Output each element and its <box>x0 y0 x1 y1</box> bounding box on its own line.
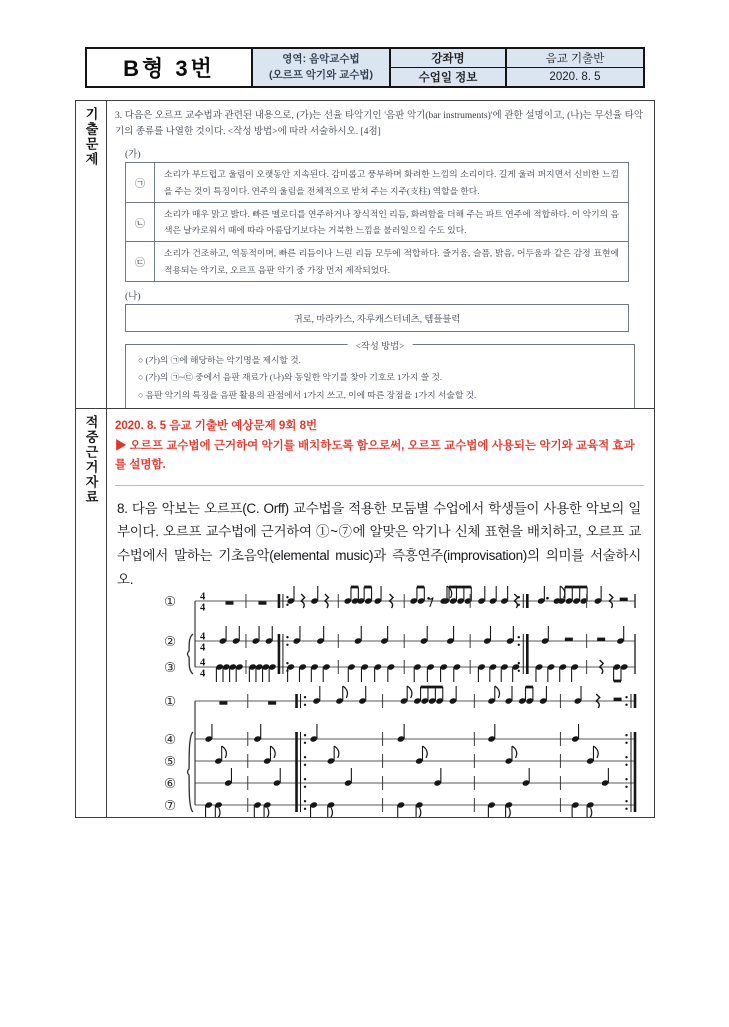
evidence-row-label <box>76 409 107 817</box>
evidence-reference: 2020. 8. 5 음교 기출반 예상문제 9회 8번 <box>115 420 318 432</box>
method-item: ○ (가)의 ㉠~㉢ 중에서 음판 재료가 (나)와 동일한 악기를 찾아 기호로 1가지 쓸 것. <box>138 372 443 383</box>
music-score-system-2 <box>159 685 643 817</box>
na-section-label: (나) <box>125 291 141 302</box>
svg-text:③: ③ <box>164 659 177 676</box>
evidence-summary: ▶ 오르프 교수법에 근거하여 악기를 배치하도록 함으로써, 오르프 교수법에 사용되는 악기와 교육적 효과를 설명함. <box>115 439 635 472</box>
question-8-text: 8. 다음 악보는 오르프(C. Orff) 교수법을 적용한 모둠별 수업에서 학생들이 사용한 악보의 일부이다. 오르프 교수법에 근거하여 ①~⑦에 알맞은 악기나 신체 표현을 배치하고, 오르프 교수법에서 말하는 기초음악(elemental music)과 즉흥연주(improvisation)의 의미를 서술하시오. <box>117 500 641 587</box>
main-table <box>75 100 655 818</box>
question-3-text: 3. 다음은 오르프 교수법과 관련된 내용으로, (가)는 선율 타악기인 '음판 악기(bar instruments)'에 관한 설명이고, (나)는 무선율 타악기의 종류를 나열한 것이다. <작성 방법>에 따라 서술하시오. [4점] <box>115 111 643 138</box>
svg-text:②: ② <box>164 633 177 650</box>
svg-text:①: ① <box>164 693 177 710</box>
lesson-date-value: 2020. 8. 5 <box>549 70 601 83</box>
evidence-content <box>107 409 654 817</box>
ga-description-table <box>125 162 629 282</box>
ga-row-text: 소리가 매우 맑고 밝다. 빠른 멜로디를 연주하거나 장식적인 리듬, 화려함을 더해 주는 파트 연주에 적합하다. 이 악기의 음색은 날카로워서 때에 따라 아름답기보다는 거북한 느낌을 불러일으킬 수도 있다. <box>155 202 629 242</box>
header-table <box>85 47 645 88</box>
music-score-system-1 <box>159 581 643 690</box>
evidence-label-text: 적중근거자료 <box>83 415 99 505</box>
svg-text:④: ④ <box>164 731 177 748</box>
course-name-label: 강좌명 <box>391 49 507 68</box>
evidence-row <box>76 409 654 817</box>
past-question-row <box>76 101 654 409</box>
ga-row-mark: ㉡ <box>126 202 155 242</box>
ga-section-label: (가) <box>125 150 141 161</box>
course-name-value: 음교 기출반 <box>507 49 643 68</box>
ga-table-row <box>126 202 629 242</box>
ga-row-mark: ㉠ <box>126 163 155 203</box>
svg-text:①: ① <box>164 593 177 610</box>
past-question-content <box>107 101 654 408</box>
svg-text:⑤: ⑤ <box>164 753 177 770</box>
ga-row-text: 소리가 부드럽고 울림이 오랫동안 지속된다. 감미롭고 풍부하며 화려한 느낌의 소리이다. 길게 울려 퍼지면서 신비한 느낌을 주는 것이 특징이다. 연주의 울림을 전체적으로 받쳐 주는 지주(支柱) 역할을 한다. <box>155 163 629 203</box>
evidence-annotation <box>115 417 644 486</box>
past-question-row-label <box>76 101 107 408</box>
ga-table-row <box>126 242 629 282</box>
subject-area-cell <box>253 49 391 86</box>
svg-text:4: 4 <box>200 631 206 643</box>
svg-text:⑦: ⑦ <box>164 797 177 814</box>
exam-form-title: B형 3번 <box>87 49 253 86</box>
svg-text:4: 4 <box>200 668 206 680</box>
lesson-date-label: 수업일 정보 <box>391 68 507 87</box>
subject-area-line1: 영역: 음악교수법 <box>282 53 360 66</box>
course-info-grid <box>391 49 643 86</box>
subject-area-line2: (오르프 악기와 교수법) <box>268 68 374 81</box>
method-item: ○ (가)의 ㉠에 해당하는 악기명을 제시할 것. <box>138 354 301 365</box>
method-item: ○ 음판 악기의 특징을 음판 활용의 관점에서 1가지 쓰고, 이에 따른 장점을 1가지 서술할 것. <box>138 390 477 401</box>
method-box <box>125 341 635 408</box>
ga-row-text: 소리가 건조하고, 역동적이며, 빠른 리듬이나 느린 리듬 모두에 적합하다. 즐거움, 슬픔, 밝음, 어두움과 같은 감정 표현에 적용되는 악기로, 오르프 음판 악기 중 가장 먼저 제작되었다. <box>155 242 629 282</box>
svg-text:4: 4 <box>200 591 206 603</box>
svg-text:4: 4 <box>200 602 206 614</box>
past-question-label-text: 기출문제 <box>83 107 99 167</box>
svg-text:⑥: ⑥ <box>164 775 177 792</box>
method-box-title: <작성 방법> <box>348 338 413 352</box>
svg-text:4: 4 <box>200 657 206 669</box>
method-item-list <box>138 352 622 405</box>
svg-text:4: 4 <box>200 642 206 654</box>
ga-row-mark: ㉢ <box>126 242 155 282</box>
na-instrument-list: 귀로, 마라카스, 자루캐스터네츠, 템플블럭 <box>125 304 629 332</box>
ga-table-row <box>126 163 629 203</box>
